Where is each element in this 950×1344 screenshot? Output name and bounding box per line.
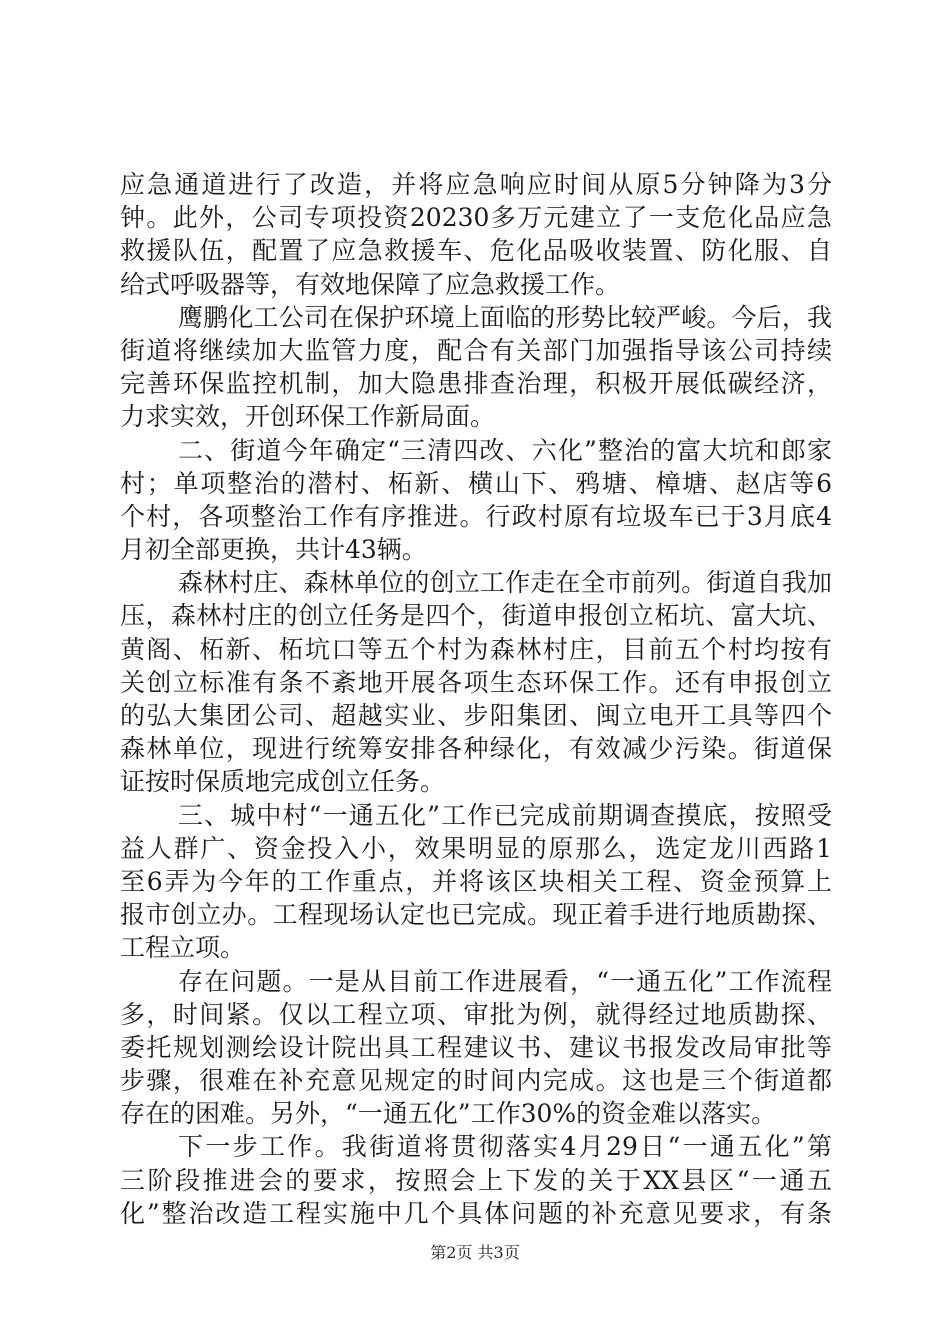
text-line: 黄阁、柘新、柘坑口等五个村为森林村庄，目前五个村均按有 <box>120 634 832 664</box>
text-line: 关创立标准有条不紊地开展各项生态环保工作。还有申报创立 <box>120 667 832 697</box>
text-line: 的弘大集团公司、超越实业、步阳集团、闽立电开工具等四个 <box>120 701 832 730</box>
paragraph <box>120 168 832 301</box>
text-line: 益人群广、资金投入小，效果明显的原那么，选定龙川西路1 <box>120 833 832 863</box>
paragraph <box>120 799 832 965</box>
paragraph <box>120 301 832 434</box>
text-line: 森林单位，现进行统筹安排各种绿化，有效减少污染。街道保 <box>120 734 832 764</box>
paragraph <box>120 1130 832 1230</box>
text-line: 存在问题。一是从目前工作进展看，“一通五化”工作流程 <box>178 966 832 996</box>
text-line: 至6弄为今年的工作重点，并将该区块相关工程、资金预算上 <box>120 866 832 896</box>
text-line: 鹰鹏化工公司在保护环境上面临的形势比较严峻。今后，我 <box>178 302 832 332</box>
paragraph <box>120 566 832 798</box>
text-line: 救援队伍，配置了应急救援车、危化品吸收装置、防化服、自 <box>120 236 832 266</box>
text-line: 多，时间紧。仅以工程立项、审批为例，就得经过地质勘探、 <box>120 999 832 1029</box>
document-body <box>120 168 832 1230</box>
text-line: 月初全部更换，共计43辆。 <box>120 535 427 565</box>
text-line: 证按时保质地完成创立任务。 <box>120 767 446 797</box>
text-line: 森林村庄、森林单位的创立工作走在全市前列。街道自我加 <box>178 568 832 598</box>
text-line: 三、城中村“一通五化”工作已完成前期调查摸底，按照受 <box>178 800 832 830</box>
paragraph <box>120 965 832 1131</box>
text-line: 三阶段推进会的要求，按照会上下发的关于XX县区“一通五 <box>120 1165 832 1195</box>
text-line: 街道将继续加大监管力度，配合有关部门加强指导该公司持续 <box>120 335 832 365</box>
text-line: 化”整治改造工程实施中几个具体问题的补充意见要求，有条 <box>120 1198 832 1228</box>
text-line: 压，森林村庄的创立任务是四个，街道申报创立柘坑、富大坑、 <box>120 601 832 631</box>
text-line: 完善环保监控机制，加大隐患排查治理，积极开展低碳经济， <box>120 369 832 399</box>
text-line: 钟。此外，公司专项投资20230多万元建立了一支危化品应急 <box>120 203 832 233</box>
text-line: 存在的困难。另外，“一通五化”工作30%的资金难以落实。 <box>120 1099 777 1129</box>
text-line: 力求实效，开创环保工作新局面。 <box>120 402 496 432</box>
paragraph <box>120 434 832 567</box>
text-line: 工程立项。 <box>120 933 246 963</box>
text-line: 个村，各项整治工作有序推进。行政村原有垃圾车已于3月底4 <box>120 501 832 531</box>
text-line: 下一步工作。我街道将贯彻落实4月29日“一通五化”第 <box>178 1132 832 1162</box>
text-line: 给式呼吸器等，有效地保障了应急救援工作。 <box>120 269 621 299</box>
text-line: 委托规划测绘设计院出具工程建议书、建议书报发改局审批等 <box>120 1032 832 1062</box>
text-line: 村；单项整治的潜村、柘新、横山下、鸦塘、樟塘、赵店等6 <box>120 468 832 498</box>
text-line: 二、街道今年确定“三清四改、六化”整治的富大坑和郎家 <box>178 435 832 465</box>
text-line: 应急通道进行了改造，并将应急响应时间从原5分钟降为3分 <box>120 170 832 199</box>
text-line: 步骤，很难在补充意见规定的时间内完成。这也是三个街道都 <box>120 1066 832 1096</box>
text-line: 报市创立办。工程现场认定也已完成。现正着手进行地质勘探、 <box>120 900 832 930</box>
page-footer: 第2页 共3页 <box>430 1243 520 1262</box>
